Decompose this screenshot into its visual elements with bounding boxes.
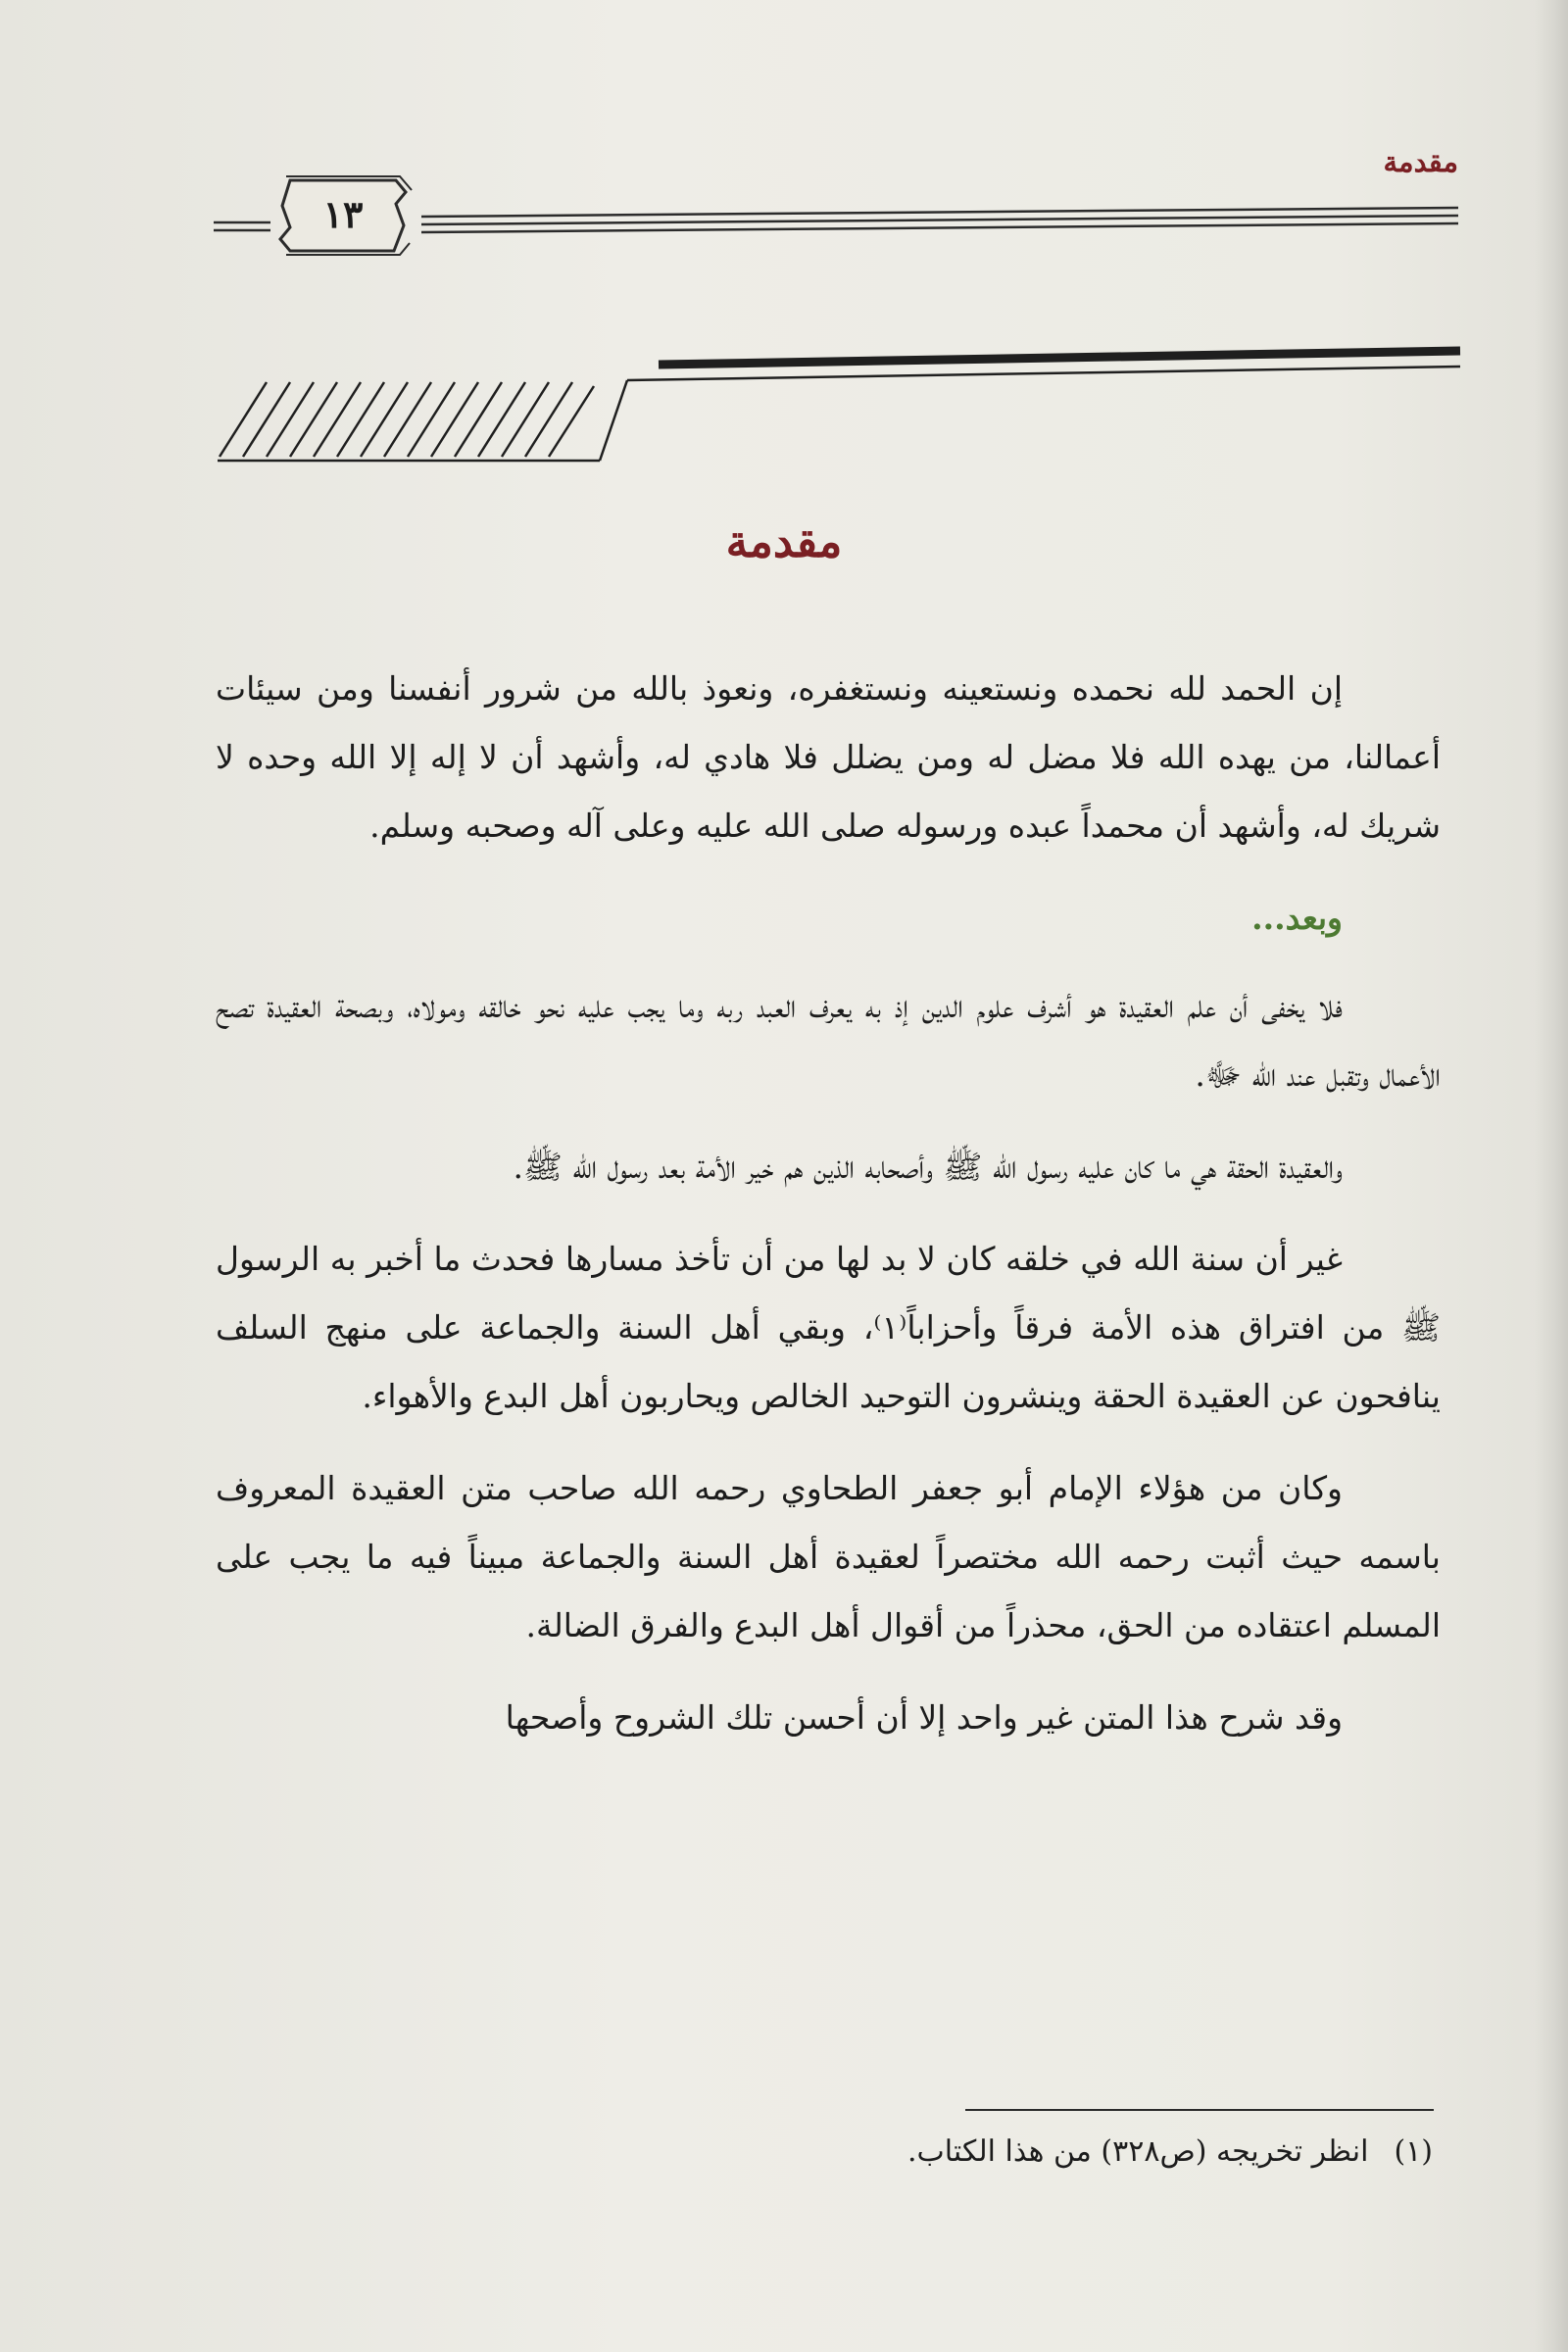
footnote-divider	[965, 2109, 1434, 2111]
paragraph: غير أن سنة الله في خلقه كان لا بد لها من أن تأخذ مسارها فحدث ما أخبر به الرسول ﷺ من افتراق هذه الأمة فرقاً وأحزاباً⁽١⁾، وبقي أهل السنة والجماعة على منهج السلف ينافحون عن العقيدة الحقة وينشرون التوحيد الخالص ويحاربون أهل البدع والأهواء.	[216, 1240, 1442, 1415]
page-number-frame	[214, 176, 1458, 255]
footnote-text: انظر تخريجه (ص٣٢٨) من هذا الكتاب.	[906, 2134, 1369, 2169]
header-ornament	[0, 0, 1568, 490]
paragraph: إن الحمد لله نحمده ونستعينه ونستغفره، ونعوذ بالله من شرور أنفسنا ومن سيئات أعمالنا، من يهده الله فلا مضل له ومن يضلل فلا هادي له، وأشهد أن لا إله إلا الله وحده لا شريك له، وأشهد أن محمداً عبده ورسوله صلى الله عليه وعلى آله وصحبه وسلم.	[216, 669, 1441, 845]
footnote-marker: (١)	[1394, 2134, 1433, 2169]
running-header: مقدمة	[1383, 145, 1458, 178]
footnote	[907, 2134, 1433, 2169]
paragraph: والعقيدة الحقة هي ما كان عليه رسول الله ﷺ وأصحابه الذين هم خير الأمة بعد رسول الله ﷺ.	[513, 1148, 1343, 1186]
paragraph: فلا يخفى أن علم العقيدة هو أشرف علوم الدين إذ به يعرف العبد ربه وما يجب عليه نحو خالقه ومولاه، وبصحة العقيدة تصح الأعمال وتقبل عند الله ﷻ.	[216, 987, 1441, 1094]
paragraph: وقد شرح هذا المتن غير واحد إلا أن أحسن تلك الشروح وأصحها	[505, 1698, 1343, 1737]
transition-phrase: وبعد...	[1251, 899, 1343, 937]
section-ornament	[218, 351, 1460, 461]
chapter-title: مقدمة	[725, 515, 843, 567]
page-number: ١٣	[322, 192, 364, 236]
body-text	[216, 655, 1441, 1776]
paragraph: وكان من هؤلاء الإمام أبو جعفر الطحاوي رحمه الله صاحب متن العقيدة المعروف باسمه حيث أثبت رحمه الله مختصراً لعقيدة أهل السنة والجماعة مبيناً فيه ما يجب على المسلم اعتقاده من الحق، محذراً من أقوال أهل البدع والفرق الضالة.	[216, 1469, 1441, 1644]
